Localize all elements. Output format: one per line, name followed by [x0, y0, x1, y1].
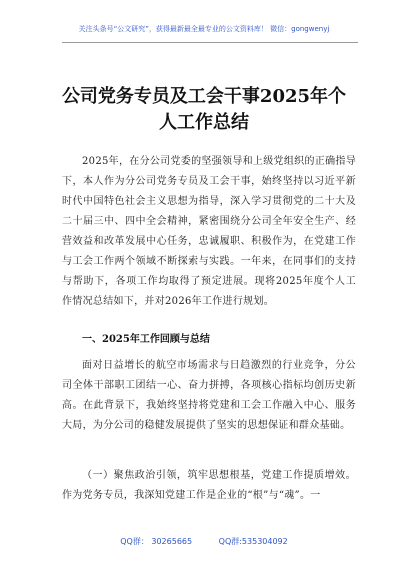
page-title: 公司党务专员及工会干事2025年个人工作总结 [61, 86, 347, 133]
footer-contact [0, 536, 408, 547]
footer-qq-group-2: QQ群:535304092 [218, 537, 288, 546]
paragraph-intro: 2025年，在分公司党委的坚强领导和上级党组织的正确指导下，本人作为分公司党务专员及工会干事，始终坚持以习近平新时代中国特色社会主义思想为指导，深入学习贯彻党的二十大及二十届三中、四中全会精神，紧密围绕分公司全年安全生产、经营效益和改革发展中心任务，忠诚履职、积极作为，在党建工作与工会工作两个领域不断探索与实践。一年来，在同事们的支持与帮助下，各项工作均取得了预定进展。现将2025年度个人工作情况总结如下，并对2026年工作进行规划。 [62, 156, 356, 307]
footer-qq-group-1: QQ群： 30265665 [120, 537, 193, 546]
paragraph-subsection: （一）聚焦政治引领，筑牢思想根基，党建工作提质增效。作为党务专员，我深知党建工作是企业的“根”与“魂”。一 [62, 470, 356, 501]
header-banner: 关注头条号“公文研究”，获得最新最全最专业的公文资料库！ 微信：gongwenyj [78, 25, 330, 33]
paragraph-review: 面对日益增长的航空市场需求与日趋激烈的行业竞争，分公司全体干部职工团结一心、奋力拼搏，各项核心指标均创历史新高。在此背景下，我始终坚持将党建和工会工作融入中心、服务大局，为分公司的稳健发展提供了坚实的思想保证和群众基础。 [62, 360, 356, 431]
header-divider [62, 42, 358, 43]
section-heading: 一、2025年工作回顾与总结 [82, 334, 210, 345]
